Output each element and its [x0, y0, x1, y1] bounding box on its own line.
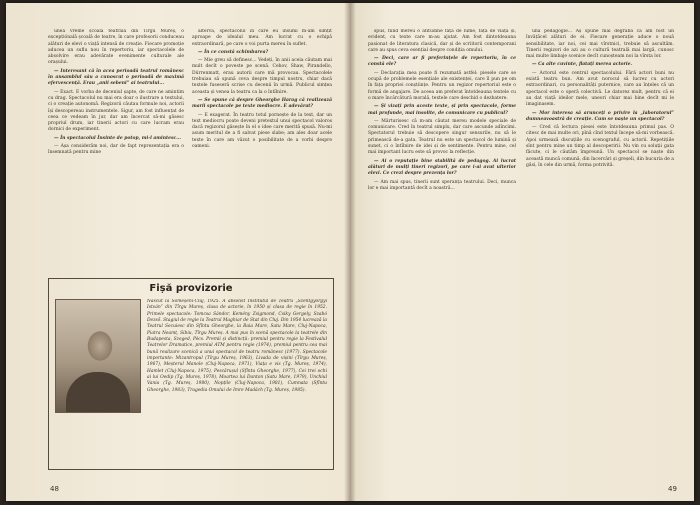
page-number-left: 48 [50, 485, 59, 493]
page-number-right: 49 [668, 485, 677, 493]
paragraph: — Cred că lectura piesei este întotdeauna primul pas. O citesc de mai multe ori, pînă cînd textul începe să-mi vorbească. Apoi urmează discuțiile cu scenograful, cu actorii. Repetițiile sînt pentru mine un timp al descoperirii. Nu vin cu soluții gata făcute, ci le căutăm împreună. Un spectacol se naște din această muncă comună, din încercări și greșeli, din bucuria de a găsi, în cele din urmă, forma potrivită. [526, 125, 674, 168]
paragraph: alterva, spectacolul în care eu însumi m-am simțit aproape de idealul meu. Am lucrat cu o echipă extraordinară, pe care o voi purta mereu în suflet. [192, 29, 332, 47]
paragraph: — Am mai spus, tinerii sunt speranța teatrului. Deci, munca lor e mai importantă decît a noastră... [368, 179, 516, 191]
interview-question: — Și vizați prin aceste texte, și prin spectacole, forme mai profunde, mai insolite, de comunicare cu publicul? [368, 104, 516, 116]
paragraph: ună pedagogie... Aș spune mai degrabă că am fost un învățăcel alături de ei. Fiecare generație aduce o nouă sensibilitate, iar noi, cei mai vîrstnici, trebuie să ascultăm. Tinerii regizori de azi au o cultură teatrală mai largă, cunosc mai multe limbaje scenice decît cunoșteam noi la vîrsta lor. [526, 29, 674, 60]
box-text: Născut la Someșeni-Cluj, 1925. A absolvit Institutul de Teatru „Szentgyörgyi István” din Tîrgu Mureș, clasa de actorie, în 1950 și clasa de regie în 1952. Primele spectacole: Tomcsa Sándor, Kemény Zsigmond, Csiky Gergely, Szabó Dezső. Stagiul de regie la Teatrul Maghiar de Stat din Cluj. Din 1954 lucrează la Teatrul Secuiesc din Sfîntu Gheorghe, la Baia Mare, Satu Mare, Cluj-Napoca, Piatra Neamț, Sibiu, Tîrgu Mureș. A mai pus în scenă spectacole la teatrele din Budapesta, Szeged, Pécs. Premii și distincții: premiul pentru regie la Festivalul Teatrelor Dramatice, premiul ATM pentru regie (1974), premiul pentru cea mai bună realizare scenică a unui spectacol de teatru românesc (1977). Spectacole importante: Mizantropul (Tîrgu Mureș, 1963), Livada de vișini (Tîrgu Mureș, 1967), Meșterul Manole (Cluj-Napoca, 1971), Viața e vis (Tg. Mureș, 1974), Hamlet (Cluj-Napoca, 1975), Pescărușul (Sfîntu Gheorghe, 1977), Cei trei ochi ai lui Oedip (Tg. Mureș, 1978), Moartea lui Danton (Satu Mare, 1979), Unchiul Vania (Tg. Mureș, 1980), Nopțile (Cluj-Napoca, 1981), Cumnata (Sfîntu Gheorghe, 1983), Tragedia Omului de Imre Madách (Tg. Mureș, 1985). [147, 299, 327, 393]
interview-question: — Interesant că în acea perioadă teatrul românesc în ansamblul său a cunoscut o perioadă de maximă efervescență. Erau „anii sebeni” ai teatrului... [48, 68, 184, 87]
interview-question: — În ce constă schimbarea? [198, 49, 269, 55]
right-column-1 [368, 29, 516, 473]
interview-question: — În spectacolul Însinte de potop, mi-l amintesc... [54, 135, 181, 141]
right-column-2 [526, 29, 674, 473]
paragraph: unea vreme școala teatrală din Tîrgu Mureș, o exceptiónală școală de teatre, în care profesorii conduceau alături de elevi o viață intensă de creație. Fiecare promoție aducea un suflu nou în repertoriu, iar spectacolele de absolvire erau adevărate evenimente culturale ale orașului. [48, 29, 184, 66]
interview-question: — Ai o reputație bine stabilită de pedagog. Ai lucrat alături de mulți tineri regizori, pe care i-ai avut ulterior elevi. Ce crezi despre prezența lor? [368, 158, 516, 177]
book-spread [6, 3, 694, 501]
left-column-1 [48, 29, 184, 273]
paragraph: — Mărturisesc că m-am căutat mereu modele speciale de comunicare. Cred în teatrul simplu, dar care ascunde adîncimi. Spectatorul trebuie să descopere singur sensurile, nu să le primească de-a gata. Teatrul nu este un spectacol de lumină și sunet, ci o întîlnire de idei și de sentimente. Pentru mine, cel mai important lucru este să provoc la reflecție. [368, 118, 516, 156]
box-title: Fișă provizorie [149, 283, 233, 294]
paragraph: spus, fiind mereu o atitudine față de lume, față de viață și, evident, cu texte care m-au ajutat. Am fost dintotdeauna pasionat de literatura clasică, dar și de scriitorii contemporani care au spus ceva esențial despre condiția omului. [368, 29, 516, 53]
box-body [55, 299, 327, 465]
interview-question: — Se spune că despre Gheorghe Harag că realizează marii spectacole pe texte mediocre. E adevărat? [192, 97, 332, 110]
paragraph: — E exagerat. În teatru totul pornește de la text, dar un text mediocru poate deveni pretextul unui spectacol valoros dacă regizorul găsește în el o idee care merită spusă. Nu-mi asum meritul de a fi salvat piese slabe; am ales doar acele texte în care am văzut o posibilitate de a vorbi despre oameni. [192, 112, 332, 150]
paragraph: — Exact. E vorba de deceniul șapte, de care ne amintim cu drag. Spectacolul nu mai era doar o ilustrare a textului, ci o creație autonomă. Regizorii căutau formule noi, actorii își descopereau instrumentele. Sigur, am fost influențat de ceea ce vedeam în jur, dar am încercat să-mi găsesc propriul drum, iar tinerii actori cu care lucram erau dornici de experiment. [48, 89, 184, 133]
paragraph: — Declarația mea poate fi rezumată astfel: piesele care se ocupă de problemele esențiale ale existenței, care îl pun pe om în fața propriei conștiințe. Pentru un regizor repertoriul este o formă de angajare. De aceea am preferat întotdeauna textele cu o mare încărcătură morală, textele care deschid o dezbatere. [368, 70, 516, 101]
interview-question: — Mor interesa să arunceți o privire la „laboratorul” dumneavoastră de creație. Cum se naște un spectacol? [526, 110, 674, 122]
left-page [6, 3, 350, 501]
paragraph: — Mie greu să definesc... Vedeți, în anii aceia căutam mai mult decît o poveste pe scenă. Cehov, Shaw, Pirandello, Dürrenmatt, erau autorii care mă provocau. Spectacolele trebuiau să spună ceva despre timpul nostru, chiar dacă textele fuseseră scrise cu decenii în urmă. Publicul simțea aceasta și venea la teatru ca la o întîlnire. [192, 58, 332, 95]
interview-question: — Ca alte cuvinte, flatați merea actorie. [532, 62, 633, 68]
portrait-photo [55, 299, 141, 413]
paragraph: — Actorul este centrul spectacolului. Fără actori buni nu există teatru bun. Am avut norocul să lucrez cu actori extraordinari, cu personalități puternice, care au înțeles că un spectacol este o operă colectivă. Le datorez mult, pentru că ei au dat viață ideilor mele, uneori chiar mai bine decît mi le imaginasem. [526, 70, 674, 108]
paragraph: — Așa considerăm noi, dar de fapt reprezentația era o însemnată pentru mine [48, 144, 184, 156]
interview-question: — Deci, care ar fi preferințele de repertoriu, în ce constă ele? [368, 56, 516, 68]
biography-box [48, 278, 334, 470]
right-page [350, 3, 694, 501]
book-gutter [344, 3, 356, 501]
left-column-2 [192, 29, 332, 273]
